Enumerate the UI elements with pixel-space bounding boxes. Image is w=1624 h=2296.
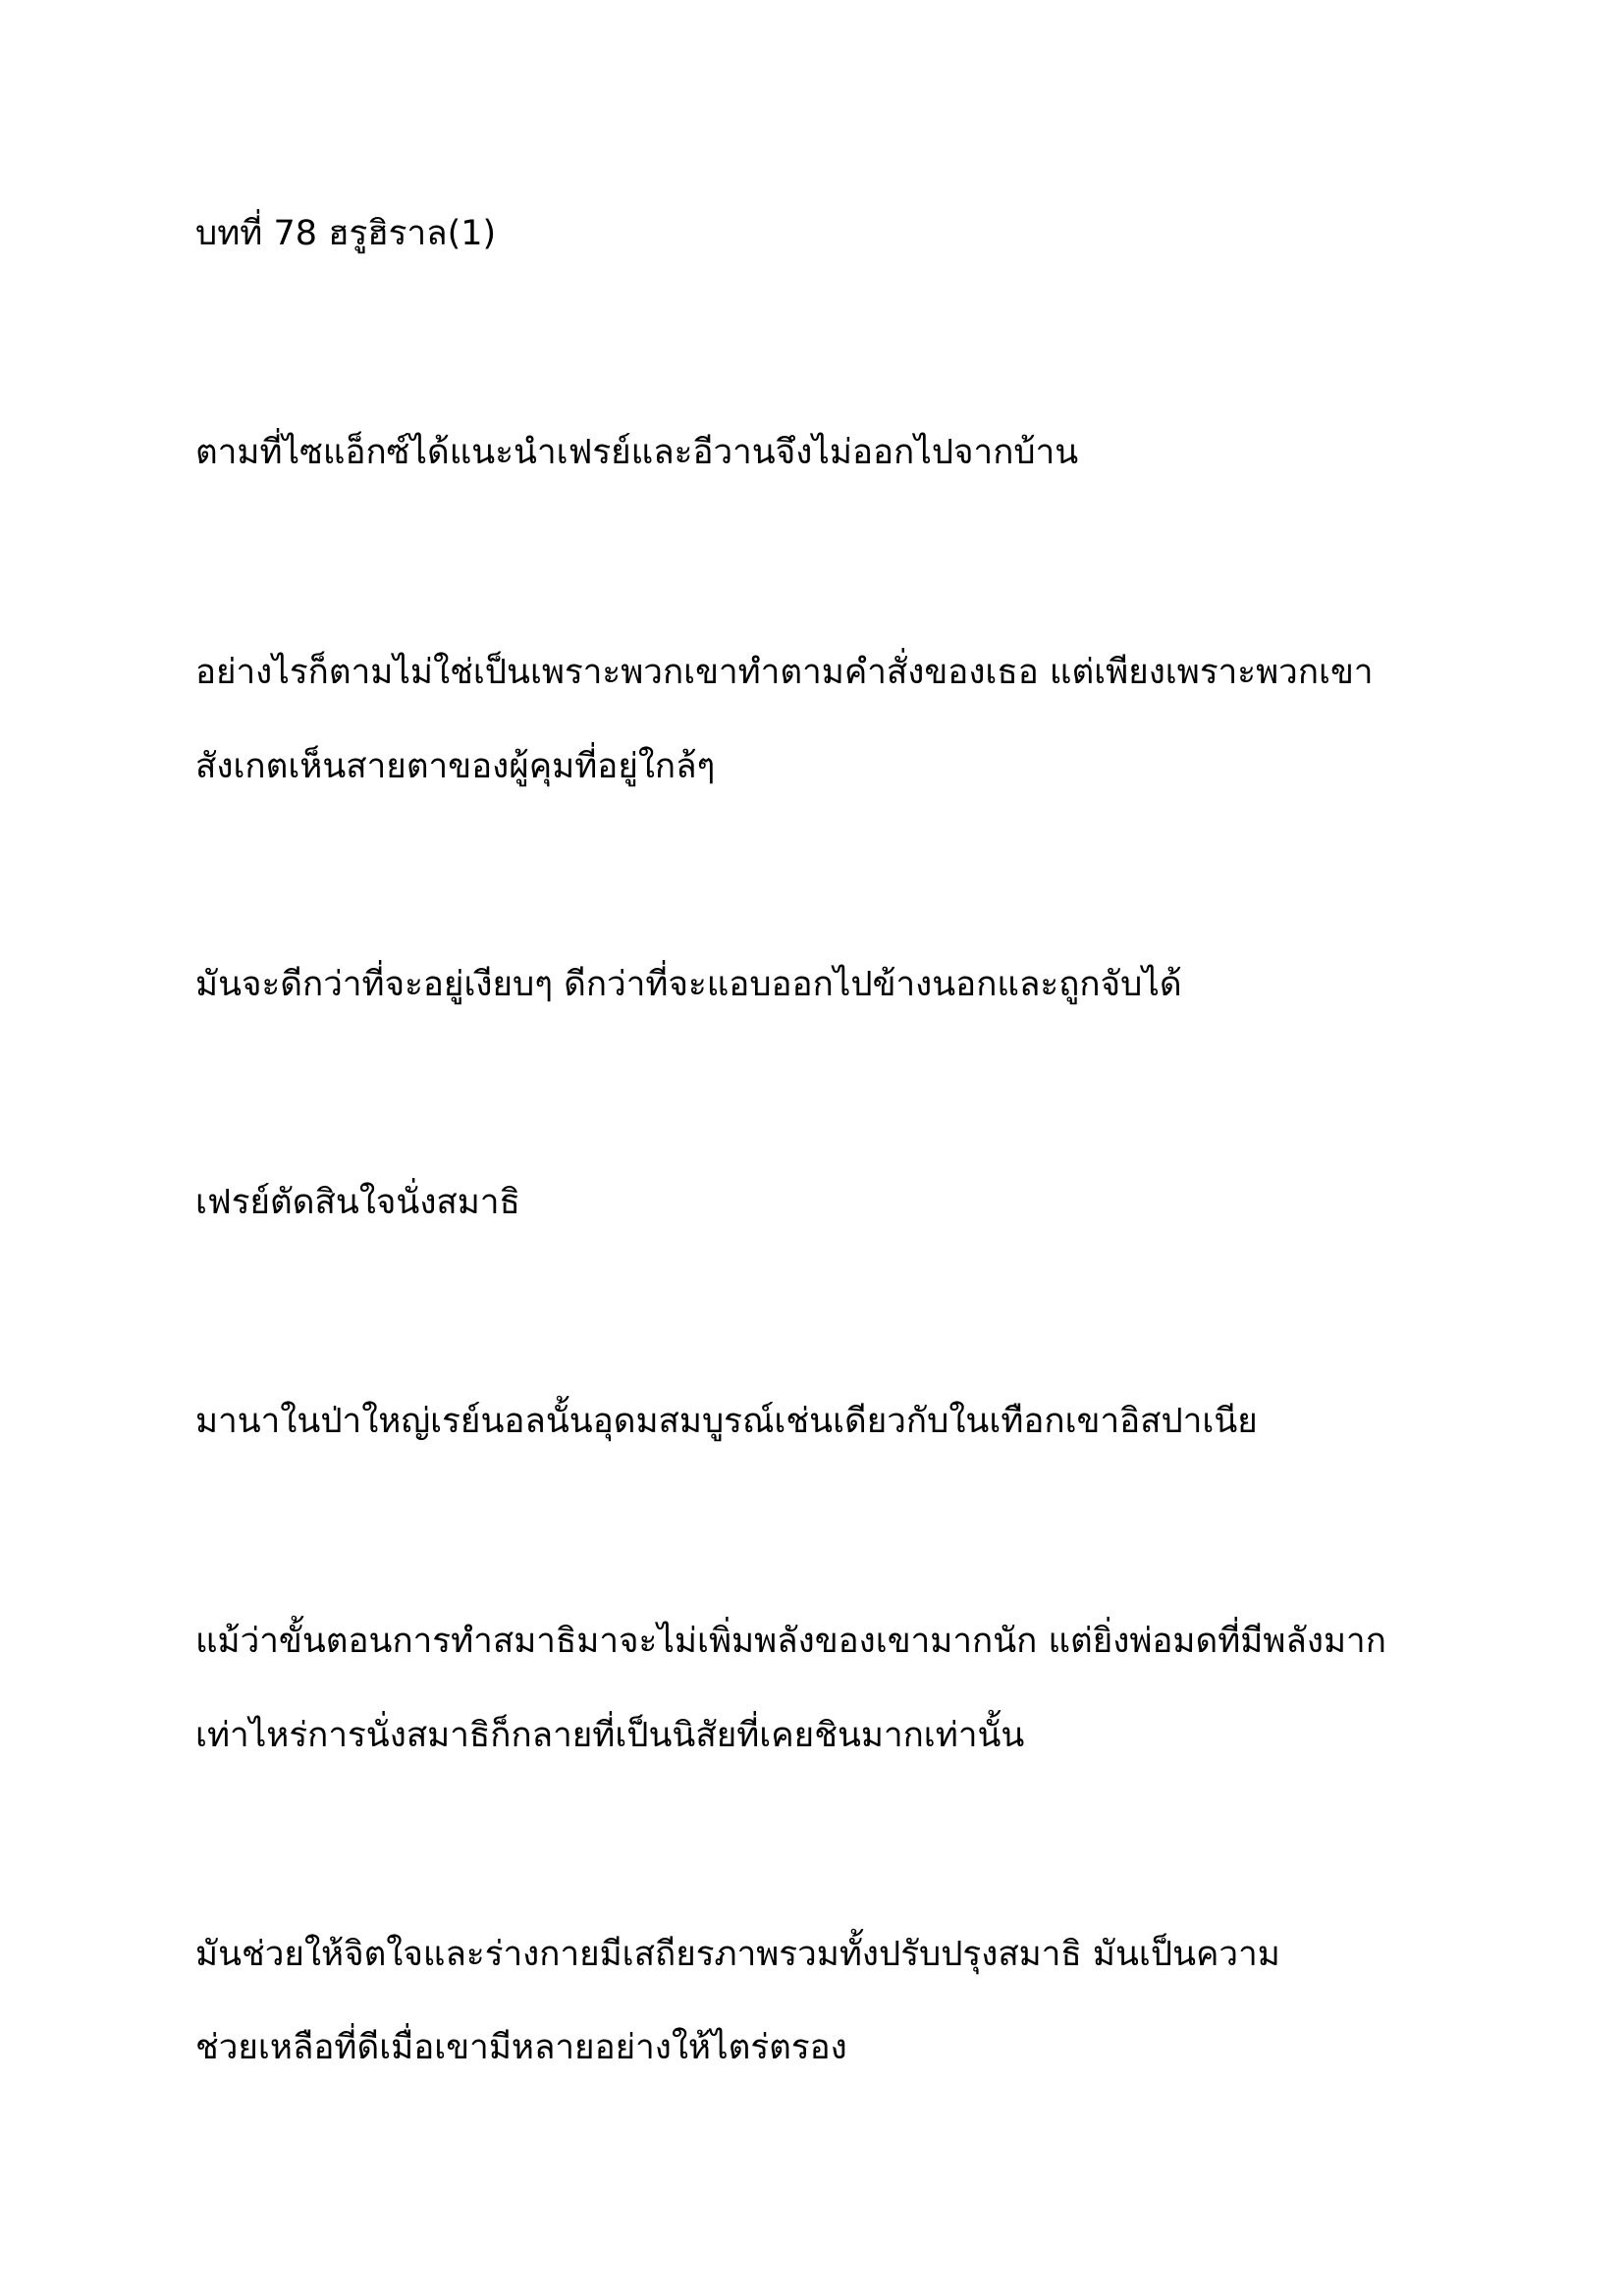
chapter-title: บทที่ 78 ฮรูฮิราล(1) bbox=[195, 214, 497, 253]
paragraph-2-line-2: สังเกตเห็นสายตาของผู้คุมที่อยู่ใกล้ๆ bbox=[195, 747, 716, 786]
paragraph-5-line-1: มานาในป่าใหญ่เรย์นอลนั้นอุดมสมบูรณ์เช่นเดียวกับในเทือกเขาอิสปาเนีย bbox=[195, 1402, 1258, 1441]
paragraph-7-line-2: ช่วยเหลือที่ดีเมื่อเขามีหลายอย่างให้ไตร่ตรอง bbox=[195, 2028, 847, 2067]
paragraph-1-line-1: ตามที่ไซแอ็กซ์ได้แนะนำเฟรย์และอีวานจึงไม่ออกไปจากบ้าน bbox=[195, 433, 1079, 472]
paragraph-7-line-1: มันช่วยให้จิตใจและร่างกายมีเสถียรภาพรวมทั้งปรับปรุงสมาธิ มันเป็นความ bbox=[195, 1935, 1280, 1974]
paragraph-2-line-1: อย่างไรก็ตามไม่ใช่เป็นเพราะพวกเขาทำตามคำสั่งของเธอ แต่เพียงเพราะพวกเขา bbox=[195, 653, 1374, 692]
paragraph-3-line-1: มันจะดีกว่าที่จะอยู่เงียบๆ ดีกว่าที่จะแอบออกไปข้างนอกและถูกจับได้ bbox=[195, 965, 1182, 1004]
paragraph-4-line-1: เฟรย์ตัดสินใจนั่งสมาธิ bbox=[195, 1183, 520, 1222]
paragraph-6-line-1: แม้ว่าขั้นตอนการทำสมาธิมาจะไม่เพิ่มพลังของเขามากนัก แต่ยิ่งพ่อมดที่มีพลังมาก bbox=[195, 1622, 1386, 1661]
paragraph-6-line-2: เท่าไหร่การนั่งสมาธิก็กลายที่เป็นนิสัยที่เคยชินมากเท่านั้น bbox=[195, 1716, 1025, 1755]
